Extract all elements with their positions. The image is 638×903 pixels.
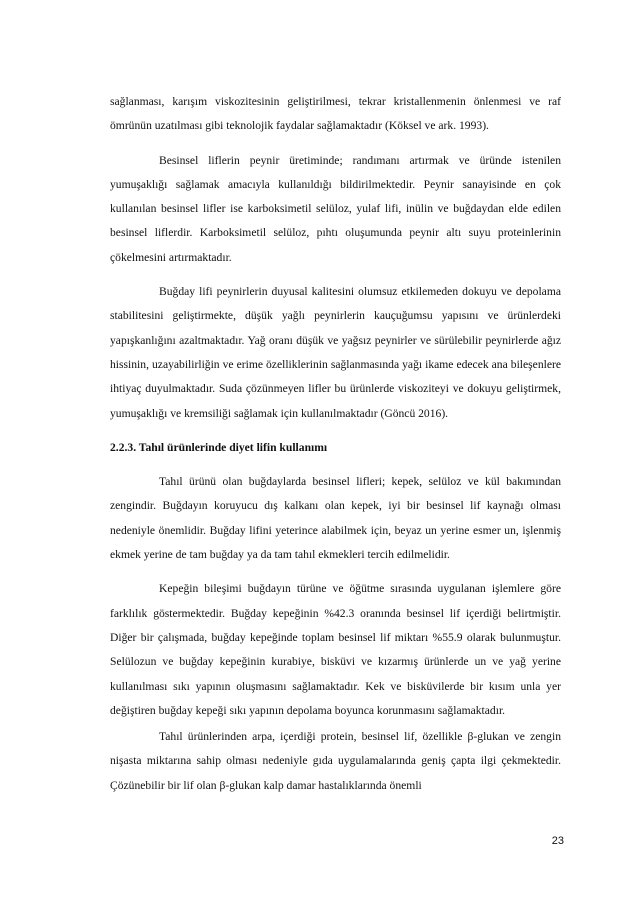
section-heading: 2.2.3. Tahıl ürünlerinde diyet lifin kullanımı [110,440,328,454]
paragraph-continuation: sağlanması, karışım viskozitesinin geliştirilmesi, tekrar kristallenmenin önlenmesi ve raf ömrünün uzatılması gibi teknolojik faydalar sağlamaktadır (Köksel ve ark. 1993). [110,95,561,133]
page-number: 23 [551,835,564,847]
paragraph-bran-composition: Kepeğin bileşimi buğdayın türüne ve öğütme sırasında uygulanan işlemlere göre farklılık göstermektedir. Buğday kepeğinin %42.3 oranında besinsel lif içerdiği belirtmiştir. Diğer bir çalışmada, buğday kepeğinde toplam besinsel lif miktarı %55.9 olarak bulunmuştur. Selülozun ve buğday kepeğinin kurabiye, bisküvi ve kızarmış ürünlerde un ve yağ yerine kullanılması sıkı yapının oluşmasını sağlamaktadır. Kek ve bisküvilerde bir kısım unla yer değiştiren buğday kepeği sıkı yapının depolama boyunca korunmasını sağlamaktadır. [110,582,561,717]
paragraph-wheat-fiber: Buğday lifi peynirlerin duyusal kalitesini olumsuz etkilemeden dokuyu ve depolama stabilitesini geliştirmekte, düşük yağlı peynirlerin kauçuğumsu yapısını ve ürünlerdeki yapışkanlığını azaltmaktadır. Yağ oranı düşük ve yağsız peynirler ve sürülebilir peynirlerde ağız hissinin, uzayabilirliğin ve erime özelliklerinin sağlanmasında yağı ikame edecek ana bileşenlere ihtiyaç duyulmaktadır. Suda çözünmeyen lifler bu ürünlerde viskoziteyi ve dokuyu geliştirmek, yumuşaklığı ve kremsiliği sağlamak için kullanılmaktadır (Göncü 2016). [110,285,561,420]
body-text [110,90,561,798]
paragraph-wheat-bran: Tahıl ürünü olan buğdaylarda besinsel lifleri; kepek, selüloz ve kül bakımından zengindir. Buğdayın koruyucu dış kalkanı olan kepek, iyi bir besinsel lif kaynağı olması nedeniyle önemlidir. Buğday lifini yeterince alabilmek için, beyaz un yerine esmer un, işlenmiş ekmek yerine de tam buğday ya da tam tahıl ekmekleri tercih edilmelidir. [110,475,561,562]
paragraph-cheese-fibers: Besinsel liflerin peynir üretiminde; randımanı artırmak ve üründe istenilen yumuşaklığı sağlamak amacıyla kullanıldığı bildirilmektedir. Peynir sanayisinde en çok kullanılan besinsel lifler ise karboksimetil selüloz, yulaf lifi, inülin ve buğdaydan elde edilen besinsel liflerdir. Karboksimetil selüloz, pıhtı oluşumunda peynir altı suyu proteinlerinin çökelmesini artırmaktadır. [110,153,561,264]
paragraph-barley: Tahıl ürünlerinden arpa, içerdiği protein, besinsel lif, özellikle β-glukan ve zengin nişasta miktarına sahip olması nedeniyle gıda uygulamalarında geniş çapta ilgi çekmektedir. Çözünebilir bir lif olan β-glukan kalp damar hastalıklarında önemli [110,730,561,792]
